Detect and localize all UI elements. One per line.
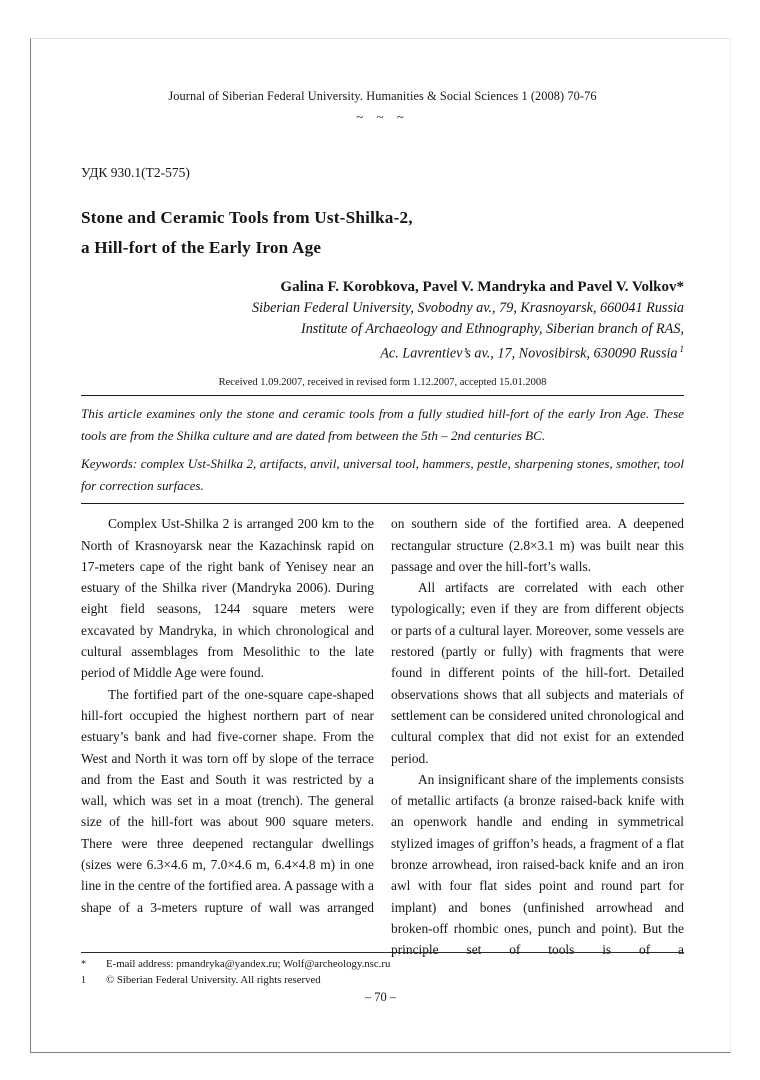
paper-page [30, 38, 731, 1053]
keywords-text: Keywords: complex Ust-Shilka 2, artifacts, anvil, universal tool, hammers, pestle, sharpening stones, smother, tool for correction surfaces. [81, 456, 684, 493]
paper-title-line-2: a Hill-fort of the Early Iron Age [81, 238, 322, 257]
affiliation-line-1: Siberian Federal University, Svobodny av., 79, Krasnoyarsk, 660041 Russia [251, 300, 684, 316]
body-paragraph: The fortified part of the one-square cape-shaped hill-fort occupied the highest northern part of near estuary’s bank and had five-corner shape. From the West and North it was torn off by slope of the terrace and from the East and South it was restricted by a wall, which was set in a moat (trench). The general size of the hill-fort was about 900 square meters. There were three deepened rectangular dwellings (sizes were 6.3×4.6 m, 7.0×4.6 m, 6.4×4.8 m) in one line in the centre of the fortified area. A passage with a shape of a 3-meters rupture of wall was arranged [81, 686, 374, 915]
affiliation-line-3 [81, 339, 684, 364]
journal-header-line: Journal of Siberian Federal University. Humanities & Social Sciences 1 (2008) 70-76 [168, 89, 597, 103]
affiliation-footnote-ref: 1 [679, 344, 684, 354]
affiliation-line-3-text: Ac. Lavrentiev’s av., 17, Novosibirsk, 630090 Russia [380, 345, 678, 362]
abstract-text: This article examines only the stone and ceramic tools from a fully studied hill-fort of the early Iron Age. These tools are from the Shilka culture and are dated from between the 5th – 2nd centuries BC. [81, 406, 684, 443]
footnote-block [81, 952, 684, 988]
footnote-email [81, 957, 684, 973]
body-paragraph: All artifacts are correlated with each other typologically; even if they are from different objects or parts of a cultural layer. Moreover, some vessels are restored (partly or fully) with fragments that were found in different points of the hill-fort. Detailed observations shows that all subjects and materials of settlement can be considered united chronological and cultural complex that did not exist for an extended period. [391, 580, 684, 766]
body-columns [81, 513, 684, 960]
right-column [391, 513, 684, 960]
page-number: – 70 – [364, 990, 397, 1004]
footnote-text: © Siberian Federal University. All rights reserved [106, 973, 321, 986]
page-content [81, 39, 684, 960]
received-dates-line: Received 1.09.2007, received in revised form 1.12.2007, accepted 15.01.2008 [218, 377, 547, 389]
tilde-ornament: ~ ~ ~ [356, 109, 409, 124]
body-paragraph: on southern side of the fortified area. A deepened rectangular structure (2.8×3.1 m) was built near this passage and over the hill-fort’s walls. [391, 516, 684, 574]
section-divider-bottom [81, 503, 684, 504]
body-paragraph: An insignificant share of the implements consists of metallic artifacts (a bronze raised-back knife with an openwork handle and ending in symmetrical stylized images of griffon’s heads, a fragment of a flat bronze arrowhead, iron raised-back knife and an iron awl with four flat sides point and round part for implant) and bones (unfinished arrowhead and broken-off rhombic ones, punch and point). But the principle set of tools is of a [391, 771, 684, 958]
body-paragraph: Complex Ust-Shilka 2 is arranged 200 km to the North of Krasnoyarsk near the Kazachinsk rapid on 17-meters cape of the right bank of Yenisey near an estuary of the Shilka river (Mandryka 2006). During eight field seasons, 1244 square meters were excavated by Mandryka, in which chronological and cultural assemblages from Mesolithic to the late period of Middle Age were found. [81, 516, 374, 681]
left-column [81, 513, 374, 960]
udc-code: УДК 930.1(Т2-575) [81, 165, 190, 180]
paper-title [81, 203, 684, 263]
affiliation-block [81, 298, 684, 364]
footnote-copyright [81, 973, 684, 989]
footnote-marker: * [81, 959, 86, 970]
section-divider-top [81, 395, 684, 396]
affiliation-line-2: Institute of Archaeology and Ethnography, Siberian branch of RAS, [300, 320, 684, 337]
authors-line: Galina F. Korobkova, Pavel V. Mandryka and Pavel V. Volkov* [280, 279, 684, 295]
footnote-text: E-mail address: pmandryka@yandex.ru; Wolf@archeology.nsc.ru [106, 958, 391, 970]
footnote-marker: 1 [81, 974, 86, 986]
paper-title-line-1: Stone and Ceramic Tools from Ust-Shilka-2, [81, 208, 413, 227]
